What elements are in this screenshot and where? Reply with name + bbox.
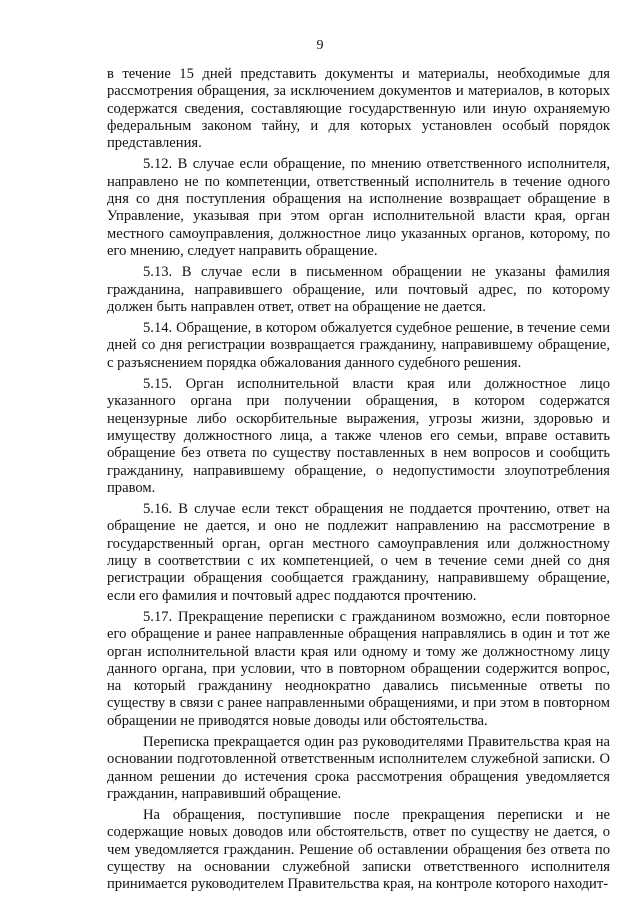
page-number: 9 — [316, 38, 324, 53]
paragraph-5-13: 5.13. В случае если в письменном обращении не указаны фамилия гражданина, направившего обращение, или почтовый адрес, по которому должен быть направлен ответ, ответ на обращение не дается. — [107, 264, 610, 315]
paragraph-termination: Переписка прекращается один раз руководителями Правительства края на основании подготовленной ответственным исполнителем служебной записки. О данном решении до истечения срока рассмотрения обращения уведомляется гражданин, направивший обращение. — [107, 733, 610, 802]
paragraph-5-15: 5.15. Орган исполнительной власти края или должностное лицо указанного органа при получении обращения, в котором содержатся нецензурные либо оскорбительные выражения, угрозы жизни, здоровью и имуществу должностного лица, а также членов его семьи, вправе оставить обращение без ответа по существу поставленных в нем вопросов и сообщить гражданину, направившему обращение, о недопустимости злоупотребления правом. — [107, 376, 610, 496]
paragraph-5-12: 5.12. В случае если обращение, по мнению ответственного исполнителя, направлено не по компетенции, ответственный исполнитель в течение одного дня со дня поступления обращения на исполнение возвращает обращение в Управление, указывая при этом орган исполнительной власти края, орган местного самоуправления, должностное лицо указанных органов, которому, по его мнению, следует направить обращение. — [107, 156, 610, 259]
paragraph-5-16: 5.16. В случае если текст обращения не поддается прочтению, ответ на обращение не дается, и оно не подлежит направлению на рассмотрение в государственный орган, орган местного самоуправления или должностному лицу в соответствии с их компетенцией, о чем в течение семи дней со дня регистрации обращения сообщается гражданину, направившему обращение, если его фамилия и почтовый адрес поддаются прочтению. — [107, 501, 610, 604]
paragraph-after-termination: На обращения, поступившие после прекращения переписки и не содержащие новых доводов или обстоятельств, ответ по существу не дается, о чем уведомляется гражданин. Решение об оставлении обращения без ответа по существу на основании служебной записки ответственного исполнителя принимается руководителем Правительства края, на контроле которого находит- — [107, 807, 610, 893]
paragraph-5-14: 5.14. Обращение, в котором обжалуется судебное решение, в течение семи дней со дня регистрации возвращается гражданину, направившему обращение, с разъяснением порядка обжалования данного судебного решения. — [107, 320, 610, 371]
document-body — [107, 66, 610, 898]
paragraph-5-17: 5.17. Прекращение переписки с гражданином возможно, если повторное его обращение и ранее направленные обращения направлялись в один и тот же орган исполнительной власти края или одному и тому же должностному лицу данного органа, при условии, что в повторном обращении содержится вопрос, на который гражданину неоднократно давались письменные ответы по существу в связи с ранее направленными обращениями, и при этом в повторном обращении не приводятся новые доводы или обстоятельства. — [107, 608, 610, 729]
paragraph-continuation: в течение 15 дней представить документы и материалы, необходимые для рассмотрения обращения, за исключением документов и материалов, в которых содержатся сведения, составляющие государственную или иную охраняемую федеральным законом тайну, и для которых установлен особый порядок представления. — [107, 66, 610, 152]
